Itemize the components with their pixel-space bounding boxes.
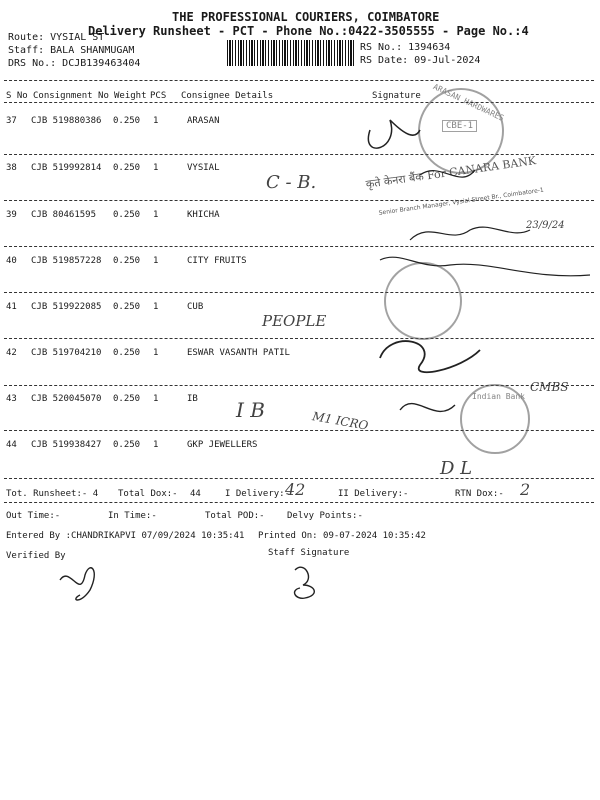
entered-by: Entered By :CHANDRIKAPVI 07/09/2024 10:35:41 xyxy=(6,531,245,541)
signature-scribbles xyxy=(360,100,600,480)
row-consignment: CJB 80461595 xyxy=(31,210,97,220)
verified-signature xyxy=(50,560,110,610)
runsheet-title: Delivery Runsheet - PCT - Phone No.:0422-3505555 - Page No.:4 xyxy=(88,24,529,38)
col-pcs: PCS xyxy=(150,91,167,101)
row-weight: 0.250 xyxy=(113,256,141,266)
handwriting: 23/9/24 xyxy=(526,220,565,231)
rtn-dox: RTN Dox:- xyxy=(455,489,504,499)
i-delivery-value: 42 xyxy=(285,480,306,499)
row-sno: 42 xyxy=(6,348,17,358)
col-consignment: Consignment No xyxy=(33,91,109,101)
row-weight: 0.250 xyxy=(113,210,141,220)
row-consignment: CJB 519922085 xyxy=(31,302,102,312)
handwriting: I B xyxy=(236,398,265,422)
row-weight: 0.250 xyxy=(113,440,141,450)
row-consignee: ARASAN xyxy=(187,116,220,126)
row-sno: 37 xyxy=(6,116,17,126)
route-label: Route: VYSIAL ST xyxy=(8,32,105,43)
col-consignee: Consignee Details xyxy=(181,91,274,101)
i-delivery: I Delivery:- xyxy=(225,489,291,499)
col-sno: S No xyxy=(6,91,28,101)
staff-label: Staff: BALA SHANMUGAM xyxy=(8,45,135,56)
handwriting: C - B. xyxy=(266,172,317,193)
row-sno: 43 xyxy=(6,394,17,404)
row-consignment: CJB 519938427 xyxy=(31,440,102,450)
barcode xyxy=(227,40,355,66)
total-dox-value: 44 xyxy=(190,489,201,499)
row-consignment: CJB 519880386 xyxy=(31,116,102,126)
row-pcs: 1 xyxy=(153,116,159,126)
row-consignee: IB xyxy=(187,394,198,404)
row-pcs: 1 xyxy=(153,348,159,358)
canara-stamp: कृते केनरा बैंक For CANARA BANK xyxy=(364,154,537,191)
canara-sub-stamp: Senior Branch Manager, Vysial Street Br., Coimbatore-1 xyxy=(378,186,545,217)
row-consignment: CJB 519992814 xyxy=(31,163,102,173)
row-weight: 0.250 xyxy=(113,163,141,173)
row-consignee: CUB xyxy=(187,302,204,312)
row-consignee: CITY FRUITS xyxy=(187,256,247,266)
row-consignee: ESWAR VASANTH PATIL xyxy=(187,348,290,358)
col-signature: Signature xyxy=(372,91,421,101)
verified-by: Verified By xyxy=(6,551,66,561)
total-pod: Total POD:- xyxy=(205,511,265,521)
row-pcs: 1 xyxy=(153,163,159,173)
ii-delivery: II Delivery:- xyxy=(338,489,409,499)
rtn-dox-value: 2 xyxy=(520,480,531,499)
row-consignee: GKP JEWELLERS xyxy=(187,440,258,450)
row-consignee: KHICHA xyxy=(187,210,220,220)
indian-bank-stamp: Indian Bank xyxy=(460,384,530,454)
rs-date: RS Date: 09-Jul-2024 xyxy=(360,55,481,66)
staff-signature: Staff Signature xyxy=(268,548,350,558)
row-pcs: 1 xyxy=(153,210,159,220)
col-weight: Weight xyxy=(114,91,147,101)
row-consignment: CJB 519704210 xyxy=(31,348,102,358)
row-sno: 41 xyxy=(6,302,17,312)
row-pcs: 1 xyxy=(153,394,159,404)
row-sno: 38 xyxy=(6,163,17,173)
row-sno: 44 xyxy=(6,440,17,450)
in-time: In Time:- xyxy=(108,511,157,521)
row-pcs: 1 xyxy=(153,256,159,266)
row-consignment: CJB 520045070 xyxy=(31,394,102,404)
printed-on: Printed On: 09-07-2024 10:35:42 xyxy=(258,531,426,541)
row-sno: 40 xyxy=(6,256,17,266)
row-consignment: CJB 519857228 xyxy=(31,256,102,266)
out-time: Out Time:- xyxy=(6,511,61,521)
arasan-stamp: ARASAN HARDWARES CBE-1 xyxy=(418,88,504,174)
row-weight: 0.250 xyxy=(113,348,141,358)
handwriting: D L xyxy=(440,458,473,479)
row-weight: 0.250 xyxy=(113,394,141,404)
drs-number: DRS No.: DCJB139463404 xyxy=(8,58,141,69)
rs-number: RS No.: 1394634 xyxy=(360,42,451,53)
divider xyxy=(4,502,594,503)
row-weight: 0.250 xyxy=(113,116,141,126)
handwriting: CMBS xyxy=(530,380,569,394)
tot-runsheet: Tot. Runsheet:- 4 xyxy=(6,489,99,499)
total-dox: Total Dox:- xyxy=(118,489,178,499)
handwriting: M1 ICRO xyxy=(311,409,370,433)
row-sno: 39 xyxy=(6,210,17,220)
divider xyxy=(4,80,594,81)
handwriting: PEOPLE xyxy=(262,312,327,330)
delvy-points: Delvy Points:- xyxy=(287,511,363,521)
company-title: THE PROFESSIONAL COURIERS, COIMBATORE xyxy=(172,10,440,24)
row-pcs: 1 xyxy=(153,302,159,312)
row-weight: 0.250 xyxy=(113,302,141,312)
row-consignee: VYSIAL xyxy=(187,163,220,173)
staff-handwritten-signature xyxy=(275,560,335,610)
row-pcs: 1 xyxy=(153,440,159,450)
